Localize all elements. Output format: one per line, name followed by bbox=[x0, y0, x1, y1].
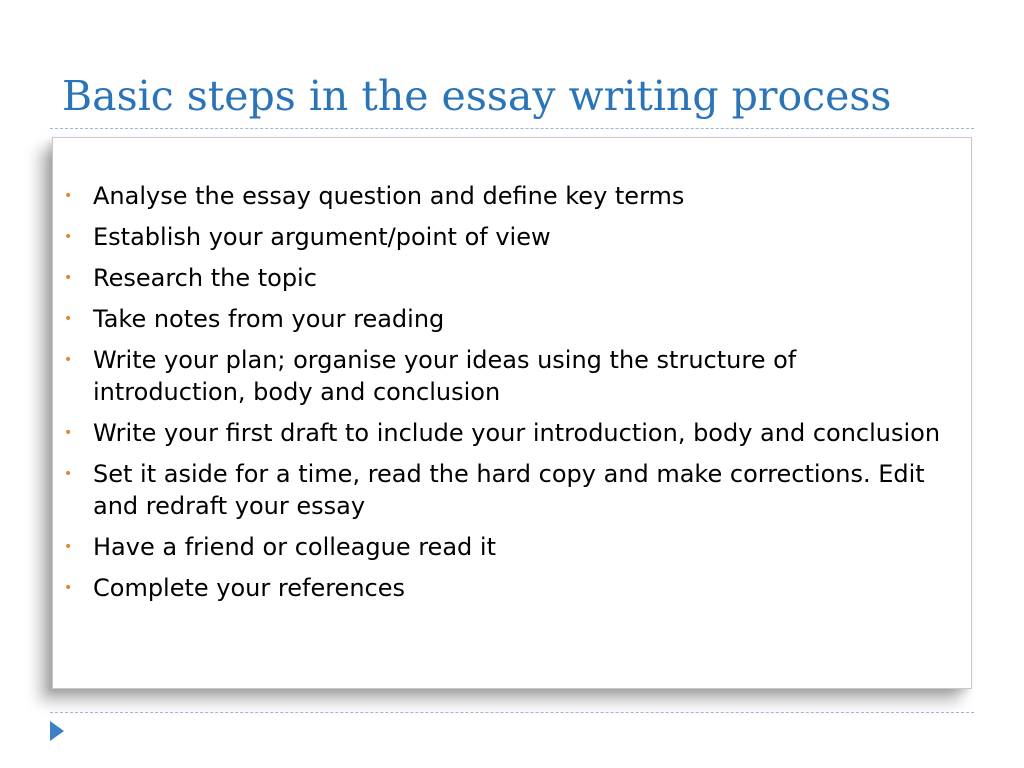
bullet-text: Set it aside for a time, read the hard copy and make corrections. Edit and redraft your essay bbox=[93, 460, 925, 520]
bullet-text: Write your first draft to include your introduction, body and conclusion bbox=[93, 419, 941, 447]
bullet-icon: • bbox=[64, 270, 73, 286]
bullet-text: Write your plan; organise your ideas using the structure of introduction, body and conclusion bbox=[93, 346, 797, 406]
list-item bbox=[64, 344, 953, 408]
bullet-text: Research the topic bbox=[93, 264, 317, 292]
list-item bbox=[64, 417, 953, 449]
list-item bbox=[64, 262, 953, 294]
list-item bbox=[64, 180, 953, 212]
list-item bbox=[64, 531, 953, 563]
bullet-icon: • bbox=[64, 539, 73, 555]
title-divider bbox=[50, 128, 974, 129]
bullet-text: Take notes from your reading bbox=[93, 305, 445, 333]
bullet-text: Complete your references bbox=[93, 574, 405, 602]
bullet-icon: • bbox=[64, 229, 73, 245]
bullet-icon: • bbox=[64, 425, 73, 441]
list-item bbox=[64, 303, 953, 335]
bullet-icon: • bbox=[64, 580, 73, 596]
bullet-text: Analyse the essay question and define key terms bbox=[93, 182, 685, 210]
bullet-icon: • bbox=[64, 188, 73, 204]
bullet-icon: • bbox=[64, 352, 73, 368]
content-box bbox=[52, 137, 972, 689]
bullet-text: Establish your argument/point of view bbox=[93, 223, 551, 251]
list-item bbox=[64, 458, 953, 522]
list-item bbox=[64, 221, 953, 253]
bullet-list bbox=[64, 180, 953, 613]
list-item bbox=[64, 572, 953, 604]
bullet-text: Have a friend or colleague read it bbox=[93, 533, 496, 561]
slide-title: Basic steps in the essay writing process bbox=[62, 72, 892, 120]
play-triangle-icon[interactable] bbox=[50, 721, 64, 741]
bullet-icon: • bbox=[64, 466, 73, 482]
bullet-icon: • bbox=[64, 311, 73, 327]
footer-divider bbox=[50, 712, 974, 713]
